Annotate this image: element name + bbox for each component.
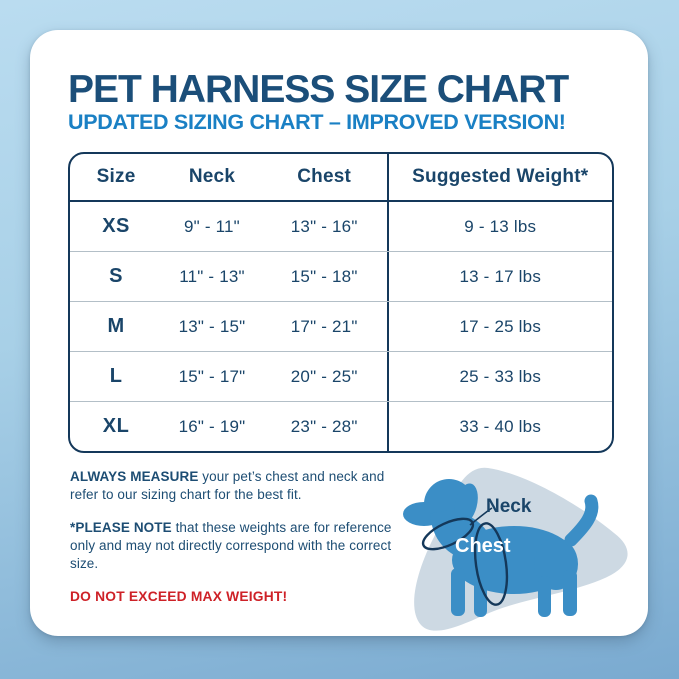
weight-value: 33 - 40 lbs [387, 402, 612, 451]
dog-illustration-icon [388, 448, 640, 648]
chest-value: 17" - 21" [290, 316, 358, 336]
size-value: XL [102, 415, 130, 437]
size-value: M [107, 315, 125, 337]
page-subtitle: UPDATED SIZING CHART – IMPROVED VERSION! [68, 110, 566, 134]
weight-value: 25 - 33 lbs [387, 352, 612, 401]
neck-value: 13" - 15" [178, 316, 246, 336]
column-header-chest: Chest [297, 166, 352, 187]
infographic-card [30, 30, 648, 636]
neck-label: Neck [486, 496, 532, 517]
weight-value: 13 - 17 lbs [387, 252, 612, 301]
please-note [70, 519, 406, 573]
chest-value: 23" - 28" [290, 416, 358, 436]
chest-label: Chest [455, 535, 511, 557]
measure-note [70, 468, 406, 504]
please-note-text: that these weights are for reference only and may not directly correspond with the correct size. [70, 519, 392, 571]
column-header-weight: Suggested Weight* [387, 154, 612, 200]
size-chart-table [68, 152, 614, 453]
table-row [70, 202, 612, 251]
column-header-neck: Neck [188, 166, 236, 187]
measure-note-bold: ALWAYS MEASURE [70, 469, 199, 484]
page-title: PET HARNESS SIZE CHART [68, 68, 569, 111]
measure-note-text: your pet’s chest and neck and refer to our sizing chart for the best fit. [70, 469, 385, 502]
neck-value: 9" - 11" [184, 216, 240, 236]
table-header-row [70, 154, 612, 202]
table-row [70, 351, 612, 401]
table-row [70, 401, 612, 451]
max-weight-warning: DO NOT EXCEED MAX WEIGHT! [70, 588, 288, 604]
chest-value: 15" - 18" [290, 266, 358, 286]
table-row [70, 251, 612, 301]
table-row [70, 301, 612, 351]
weight-value: 9 - 13 lbs [387, 202, 612, 251]
neck-value: 15" - 17" [178, 366, 246, 386]
size-value: S [109, 265, 123, 287]
size-value: XS [102, 215, 130, 237]
footnotes [70, 468, 406, 621]
column-header-size: Size [96, 166, 136, 187]
please-note-bold: *PLEASE NOTE [70, 519, 172, 535]
neck-value: 16" - 19" [178, 416, 246, 436]
chest-value: 13" - 16" [290, 216, 358, 236]
dog-measurement-diagram [388, 448, 640, 648]
neck-value: 11" - 13" [179, 266, 245, 286]
weight-value: 17 - 25 lbs [387, 302, 612, 351]
size-value: L [109, 365, 123, 387]
chest-value: 20" - 25" [290, 366, 358, 386]
